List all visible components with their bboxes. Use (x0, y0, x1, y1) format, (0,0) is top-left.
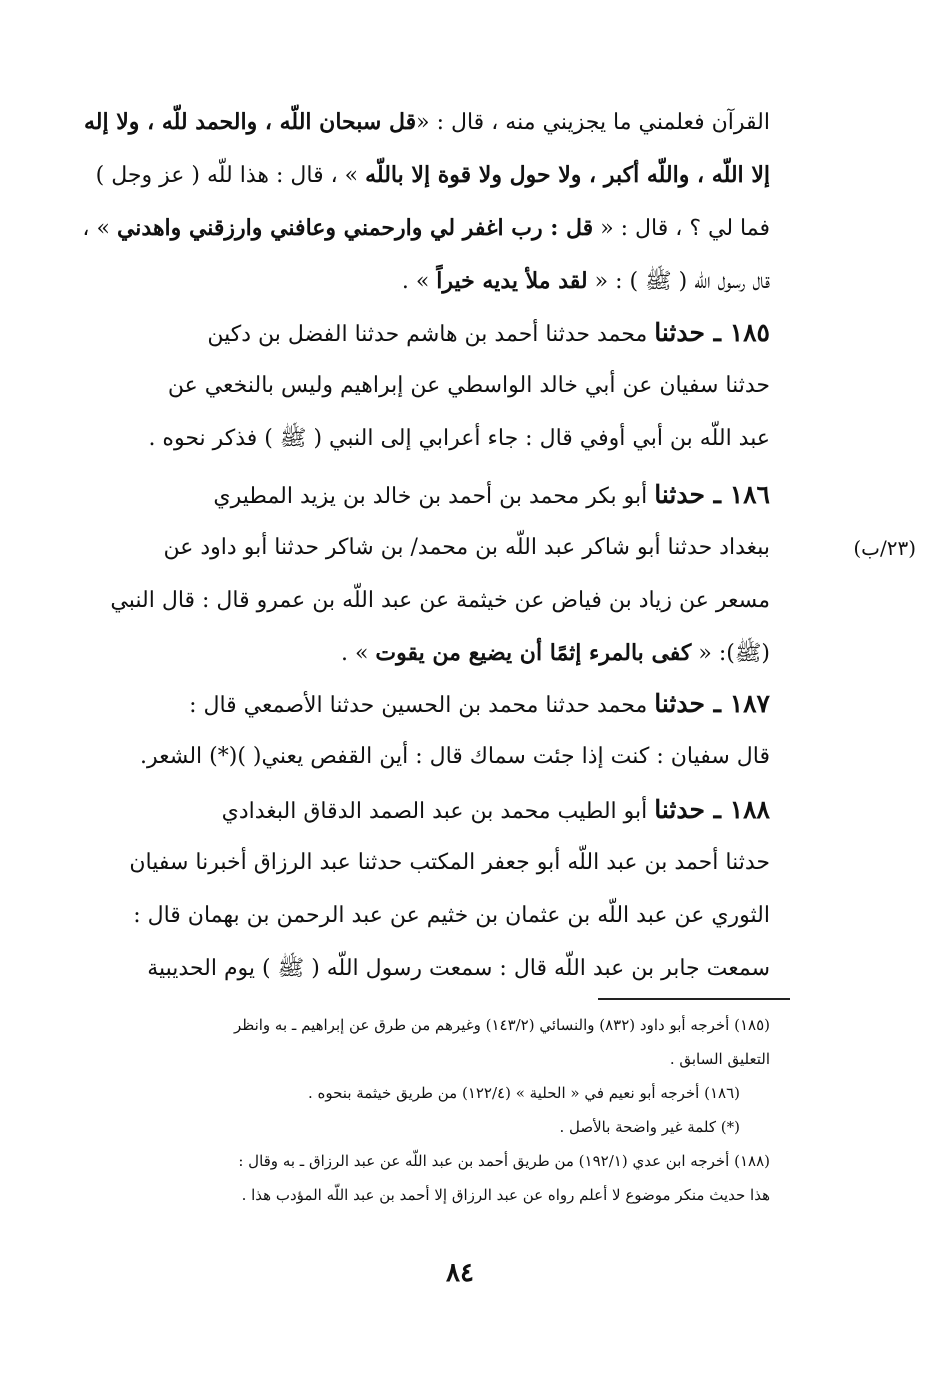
hadith-heading-word: حدثنا (654, 795, 705, 824)
text-run: » ، قال : هذا للّه ( عز وجل ) (95, 163, 366, 188)
text-run: (ﷺ): « (691, 641, 770, 666)
text-line: مسعر عن زياد بن فياض عن خيثمة عن عبد اللّه بن عمرو قال : قال النبي (110, 588, 770, 613)
hadith-number: ١٨٥ (729, 318, 770, 347)
text-run: محمد حدثنا محمد بن الحسين حدثنا الأصمعي قال : (189, 693, 648, 718)
text-line: حدثنا سفيان عن أبي خالد الواسطي عن إبراهيم وليس بالنخعي عن (167, 373, 770, 398)
bold-quote: إلا اللّه ، واللّه أكبر ، ولا حول ولا قوة إلا باللّه (365, 162, 770, 188)
text-line: ببغداد حدثنا أبو شاكر عبد اللّه بن محمد/ بن شاكر حدثنا أبو داود عن (163, 535, 770, 560)
hadith-number: ١٨٦ (729, 480, 770, 509)
text-line (52, 202, 770, 255)
bold-quote: قل سبحان اللّه ، والحمد للّه ، ولا إله (83, 109, 417, 135)
text-line: الثوري عن عبد اللّه بن عثمان بن خثيم عن عبد الرحمن بن بهمان قال : (133, 903, 770, 928)
margin-folio-note: (٢٣/ب) (853, 536, 916, 560)
text-line: سمعت جابر بن عبد اللّه قال : سمعت رسول اللّه ( ﷺ ) يوم الحديبية (147, 956, 770, 981)
footnote-divider (598, 998, 790, 1000)
text-line (52, 627, 770, 680)
text-run: » . (340, 641, 376, 666)
hadith-heading-word: حدثنا (654, 318, 705, 347)
hadith-186 (52, 468, 770, 680)
text-line (52, 255, 770, 308)
hadith-188 (52, 783, 770, 995)
text-run: » ، (82, 216, 117, 241)
hadith-185 (52, 306, 770, 465)
text-run: أبو بكر محمد بن أحمد بن خالد بن يزيد المطيري (213, 484, 648, 509)
bold-quote: كفى بالمرء إثمًا أن يضيع من يقوت (375, 640, 692, 666)
hadith-number: ١٨٨ (729, 795, 770, 824)
text-line: قال سفيان : كنت إذا جئت سماك قال : أين القفص يعني( )(*) الشعر. (139, 744, 770, 769)
footnote-line: (١٨٦) أخرجه أبو نعيم في « الحلية » (١٢٢/٤) من طريق خيثمة بنحوه . (307, 1084, 740, 1102)
footnote-line: هذا حديث منكر موضوع لا أعلم رواه عن عبد الرزاق إلا أحمد بن عبد اللّه المؤدب هذا . (241, 1186, 770, 1204)
footnote-line: (١٨٨) أخرجه ابن عدي (١٩٢/١) من طريق أحمد بن عبد اللّه عن عبد الرزاق ـ به وقال : (238, 1152, 770, 1170)
text-run: أبو الطيب محمد بن عبد الصمد الدقاق البغدادي (221, 799, 648, 824)
hadith-heading-word: حدثنا (654, 480, 705, 509)
hadith-187 (52, 677, 770, 783)
hadith-number: ١٨٧ (729, 689, 770, 718)
footnote-line: (*) كلمة غير واضحة بالأصل . (559, 1118, 740, 1136)
text-run: محمد حدثنا أحمد بن هاشم حدثنا الفضل بن دكين (207, 322, 648, 347)
text-line: عبد اللّه بن أبي أوفي قال : جاء أعرابي إلى النبي ( ﷺ ) فذكر نحوه . (148, 426, 770, 451)
text-run: فما لي ؟ ، قال : « (593, 216, 770, 241)
hadith-heading-line: ١٨٥ ـ حدثنا محمد حدثنا أحمد بن هاشم حدثنا الفضل بن دكين (207, 318, 770, 347)
text-run: » . (401, 269, 437, 294)
text-run: قال رسول اللّه ( ﷺ ) : « (587, 269, 770, 294)
text-line: حدثنا أحمد بن عبد اللّه أبو جعفر المكتب حدثنا عبد الرزاق أخبرنا سفيان (129, 850, 770, 875)
text-line (52, 149, 770, 202)
hadith-heading-line: ١٨٧ ـ حدثنا محمد حدثنا محمد بن الحسين حدثنا الأصمعي قال : (189, 689, 770, 718)
continuation-paragraph (52, 96, 770, 308)
footnote-line: (١٨٥) أخرجه أبو داود (٨٣٢) والنسائي (١٤٣/٢) وغيرهم من طرق عن إبراهيم ـ به وانظر (234, 1016, 770, 1034)
bold-quote: لقد ملأ يديه خيراً (436, 268, 588, 294)
text-run: القرآن فعلمني ما يجزيني منه ، قال : « (416, 110, 770, 135)
hadith-heading-word: حدثنا (654, 689, 705, 718)
bold-quote: قل : رب اغفر لي وارحمني وعافني وارزقني واهدني (116, 215, 594, 241)
hadith-heading-line: ١٨٦ ـ حدثنا أبو بكر محمد بن أحمد بن خالد بن يزيد المطيري (213, 480, 770, 509)
footnote-line: التعليق السابق . (669, 1050, 770, 1068)
hadith-heading-line: ١٨٨ ـ حدثنا أبو الطيب محمد بن عبد الصمد الدقاق البغدادي (221, 795, 770, 824)
page-number: ٨٤ (446, 1258, 474, 1288)
footnotes (52, 1008, 770, 1212)
text-line (52, 96, 770, 149)
